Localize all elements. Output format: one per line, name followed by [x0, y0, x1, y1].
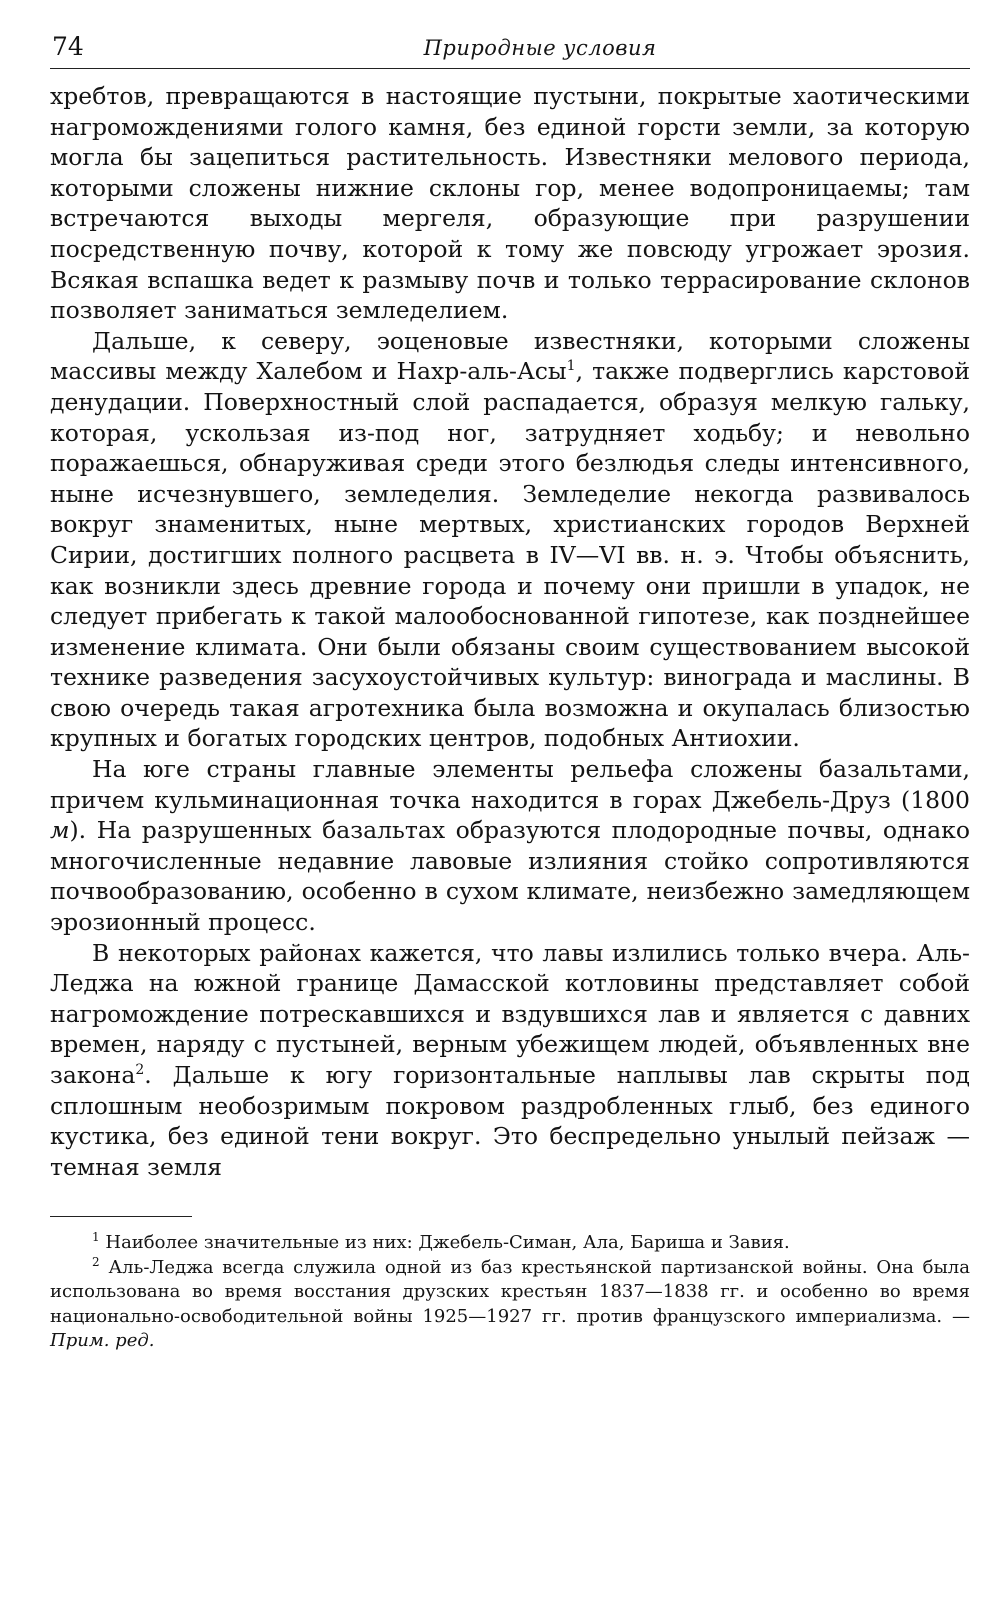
running-head — [50, 28, 970, 69]
paragraph-4 — [50, 938, 970, 1183]
footnote-2-number: 2 — [92, 1254, 100, 1269]
paragraph-2 — [50, 326, 970, 754]
footnote-2 — [50, 1256, 970, 1354]
footnote-ref-2: 2 — [135, 1062, 145, 1079]
footnote-divider — [50, 1216, 192, 1217]
footnote-ref-1: 1 — [566, 358, 576, 375]
footnote-2-text: Аль-Леджа всегда служила одной из баз крестьянской партизанской войны. Она была использована во время восстания друзских крестьян 1837—1838 гг. и особенно во время национально-освободительной войны 1925—1927 гг. против французского империализма. — — [50, 1256, 970, 1327]
paragraph-3 — [50, 754, 970, 938]
page-number: 74 — [52, 32, 84, 61]
paragraph-3-text-start: На юге страны главные элементы рельефа сложены базальтами, причем кульминационная точка находится в горах Джебель-Друз (1800 — [50, 755, 970, 814]
footnote-1-text: Наиболее значительные из них: Джебель-Симан, Ала, Бариша и Завия. — [105, 1232, 790, 1254]
paragraph-1 — [50, 81, 970, 326]
body-text — [50, 81, 970, 1182]
editor-note: Прим. ред. — [50, 1330, 155, 1352]
footnotes — [50, 1231, 970, 1354]
paragraph-2-text-start: Дальше, к северу, эоценовые известняки, которыми сложены массивы между Халебом и Нахр-аль-Асы — [50, 326, 970, 386]
footnote-1 — [50, 1231, 970, 1256]
paragraph-4-text-end: . Дальше к югу горизонтальные наплывы лав скрыты под сплошным необозримым покровом раздробленных глыб, без единого кустика, без единой тени вокруг. Это беспредельно унылый пейзаж — темная земля — [50, 1061, 970, 1181]
book-page — [50, 28, 970, 1354]
paragraph-2-text-end: , также подверглись карстовой денудации. Поверхностный слой распадается, образуя мелкую гальку, которая, ускользая из-под ног, затрудняет ходьбу; и невольно поражаешься, обнаруживая среди этого безлюдья следы интенсивного, ныне исчезнувшего, земледелия. Земледелие некогда развивалось вокруг знаменитых, ныне мертвых, христианских городов Верхней Сирии, достигших полного расцвета в IV—VI вв. н. э. Чтобы объяснить, как возникли здесь древние города и почему они пришли в упадок, не следует прибегать к такой малообоснованной гипотезе, как позднейшее изменение климата. Они были обязаны своим существованием высокой технике разведения засухоустойчивых культур: винограда и маслины. В свою очередь такая агротехника была возможна и окупалась близостью крупных и богатых городских центров, подобных Антиохии. — [50, 357, 970, 753]
paragraph-3-text-end: ). На разрушенных базальтах образуются плодородные почвы, однако многочисленные недавние лавовые излияния стойко сопротивляются почвообразованию, особенно в сухом климате, неизбежно замедляющем эрозионный процесс. — [50, 816, 970, 937]
paragraph-4-text-start: В некоторых районах кажется, что лавы излились только вчера. Аль-Леджа на южной границе Дамасской котловины представляет собой нагромождение потрескавшихся и вздувшихся лав и является с давних времен, наряду с пустыней, верным убежищем людей, объявленных вне закона — [50, 938, 970, 1089]
paragraph-1-text: хребтов, превращаются в настоящие пустыни, покрытые хаотическими нагромождениями голого камня, без единой горсти земли, за которую могла бы зацепиться растительность. Известняки мелового периода, которыми сложены нижние склоны гор, менее водопроницаемы; там встречаются выходы мергеля, образующие при разрушении посредственную почву, которой к тому же повсюду угрожает эрозия. Всякая вспашка ведет к размыву почв и только террасирование склонов позволяет заниматься земледелием. — [50, 82, 970, 325]
footnote-1-number: 1 — [92, 1230, 100, 1245]
unit-meters: м — [50, 816, 70, 845]
running-title: Природные условия — [423, 36, 657, 60]
